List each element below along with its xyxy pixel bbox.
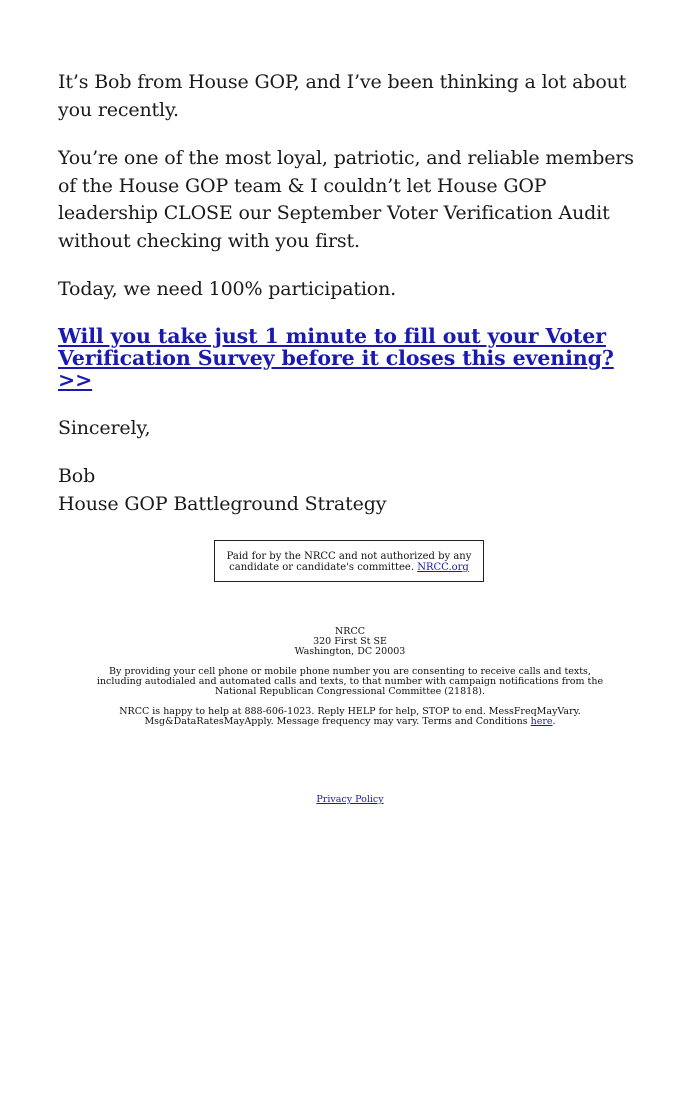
nrcc-org-link[interactable]: NRCC.org [417, 562, 469, 573]
org-name: NRCC [334, 626, 365, 637]
sms-consent-text: By providing your cell phone or mobile phone number you are consenting to receive calls and texts, including autodialed and automated calls and texts, to that number with campaign notifications from the National Republican Congressional Committee (21818). [96, 665, 604, 698]
ask-paragraph: Today, we need 100% participation. [58, 278, 397, 300]
mailing-address [96, 627, 604, 658]
terms-period: . [552, 716, 556, 728]
disclaimer-text: Paid for by the NRCC and not authorized by any candidate or candidate's committee. [226, 551, 472, 573]
help-text: NRCC is happy to help at 888-606-1023. Reply HELP for help, STOP to end. MessFreqMayVary. Msg&DataRatesMayApply. Message frequency may vary. Terms and Conditions [119, 706, 581, 728]
footer [96, 627, 604, 728]
signer-title: House GOP Battleground Strategy [58, 492, 387, 515]
signature [58, 463, 648, 518]
signer-name: Bob [58, 465, 96, 487]
closing-line: Sincerely, [58, 416, 151, 439]
privacy-policy-link[interactable]: Privacy Policy [316, 794, 384, 805]
street-address: 320 First St SE [313, 636, 387, 648]
help-text-block [96, 707, 604, 727]
city-state-zip: Washington, DC 20003 [294, 646, 406, 658]
body-paragraph: You’re one of the most loyal, patriotic, and reliable members of the House GOP team & I couldn’t let House GOP leadership CLOSE our September Voter Verification Audit without checking with you first. [58, 147, 634, 252]
paid-for-disclaimer [214, 540, 484, 582]
survey-cta-link[interactable]: Will you take just 1 minute to fill out your Voter Verification Survey before it closes this evening? >> [58, 323, 614, 392]
privacy-row [0, 794, 700, 805]
email-body [58, 69, 648, 518]
greeting-paragraph: It’s Bob from House GOP, and I’ve been thinking a lot about you recently. [58, 71, 627, 121]
terms-link[interactable]: here [530, 716, 553, 728]
